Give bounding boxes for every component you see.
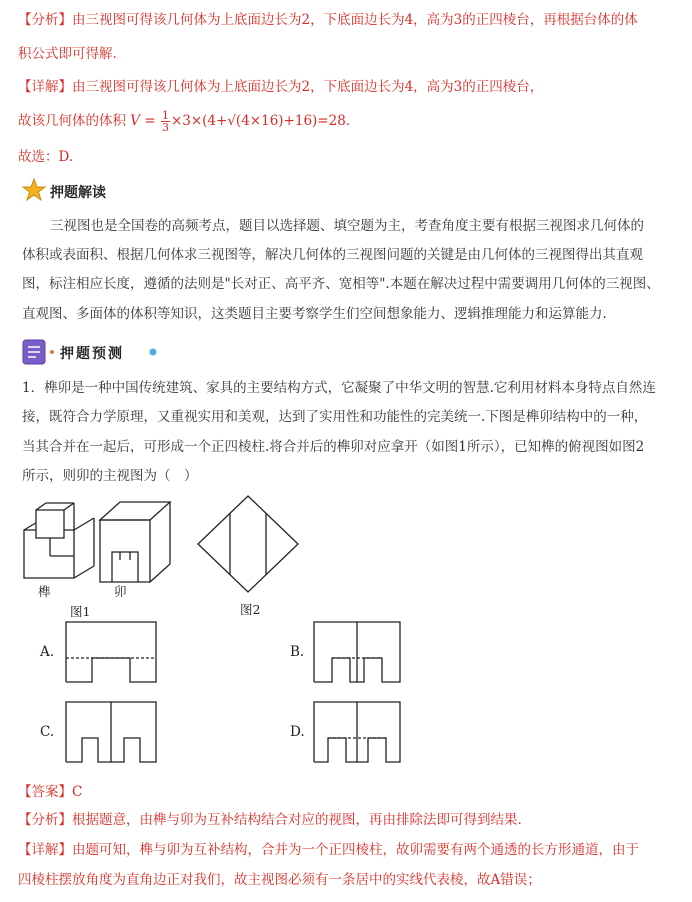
option-d-view[interactable] (312, 700, 402, 764)
option-d-label[interactable]: D. (290, 724, 305, 740)
detail2-tag: 【详解】 (18, 842, 72, 858)
caption-fig2: 图2 (240, 602, 261, 617)
analysis2-text: 根据题意，由榫与卯为互补结构结合对应的视图，再由排除法即可得到结果. (72, 812, 522, 828)
answer-tag: 【答案】 (18, 784, 72, 800)
mortise-drawing (98, 492, 178, 588)
detail-tag: 【详解】 (18, 79, 72, 95)
answer-d: 故选：D. (18, 149, 74, 165)
analysis-text: 由三视图可得该几何体为上底面边长为2，下底面边长为4，高为3的正四棱台，再根据台体的体 (72, 12, 638, 28)
fraction-num: 1 (161, 109, 169, 122)
option-c-label[interactable]: C. (40, 724, 55, 740)
detail2-text: 由题可知，榫与卯为互补结构，合并为一个正四棱柱，故卯需要有两个通透的长方形通道，由于 (72, 842, 639, 858)
question-line-3: 当其合并在一起后，可形成一个正四棱柱.将合并后的榫卯对应拿开（如图1所示），已知榫的俯视图如图2 (22, 439, 645, 455)
option-b-label[interactable]: B. (290, 644, 305, 660)
option-a-label[interactable]: A. (40, 644, 55, 660)
section-title-prediction: 押题预测 (60, 346, 124, 362)
formula-v: V = (130, 113, 156, 129)
formula-prefix: 故该几何体的体积 (18, 113, 126, 129)
analysis-tag: 【分析】 (18, 12, 72, 28)
analysis-line-1 (18, 10, 638, 30)
detail-line-1 (18, 77, 543, 97)
formula-rest: ×3×(4+√(4×16)+16)=28. (170, 113, 351, 129)
question-line-1: 1．榫卯是一种中国传统建筑、家具的主要结构方式，它凝聚了中华文明的智慧.它利用材料本身特点自然连 (22, 380, 656, 396)
question-line-2: 接，既符合力学原理，又重视实用和美观，达到了实用性和功能性的完美统一.下图是榫卯结构中的一种， (22, 409, 648, 425)
fraction (161, 110, 170, 133)
tenon-drawing (20, 500, 100, 580)
option-b-view[interactable] (312, 620, 402, 684)
analysis2-tag: 【分析】 (18, 812, 72, 828)
answer-value: C (72, 784, 83, 800)
option-c-view[interactable] (64, 700, 158, 764)
analysis2-line (18, 810, 522, 830)
option-a-view[interactable] (64, 620, 158, 684)
volume-formula (18, 110, 350, 133)
star-icon (22, 178, 46, 202)
dot-icon (148, 347, 158, 357)
question-line-4: 所示，则卯的主视图为（ ） (22, 468, 198, 484)
analysis-line-2: 积公式即可得解. (18, 46, 117, 62)
caption-fig1: 图1 (70, 604, 91, 619)
detail2-line-2: 四棱柱摆放角度为直角边正对我们，故主视图必须有一条居中的实线代表棱，故A错误； (18, 872, 541, 888)
interpretation-line-2: 体积或表面积、根据几何体求三视图等，解决几何体的三视图问题的关键是由几何体的三视图得出其直观 (22, 247, 643, 263)
label-mortise: 卯 (114, 584, 127, 599)
fraction-den: 3 (161, 121, 169, 134)
section-title-interpretation: 押题解读 (50, 185, 106, 201)
answer-line (18, 782, 82, 802)
detail-text: 由三视图可得该几何体为上底面边长为2，下底面边长为4，高为3的正四棱台， (72, 79, 544, 95)
detail2-line-1 (18, 840, 639, 860)
interpretation-line-1: 三视图也是全国卷的高频考点，题目以选择题、填空题为主，考查角度主要有根据三视图求几何体的 (50, 218, 644, 234)
tenon-top-view (196, 494, 300, 594)
notebook-icon (22, 338, 62, 366)
label-tenon: 榫 (38, 584, 51, 599)
interpretation-line-3: 图，标注相应长度，遵循的法则是"长对正、高平齐、宽相等".本题在解决过程中需要调用几何体的三视图、 (22, 276, 660, 292)
interpretation-line-4: 直观图、多面体的体积等知识，这类题目主要考察学生们空间想象能力、逻辑推理能力和运算能力. (22, 306, 607, 322)
